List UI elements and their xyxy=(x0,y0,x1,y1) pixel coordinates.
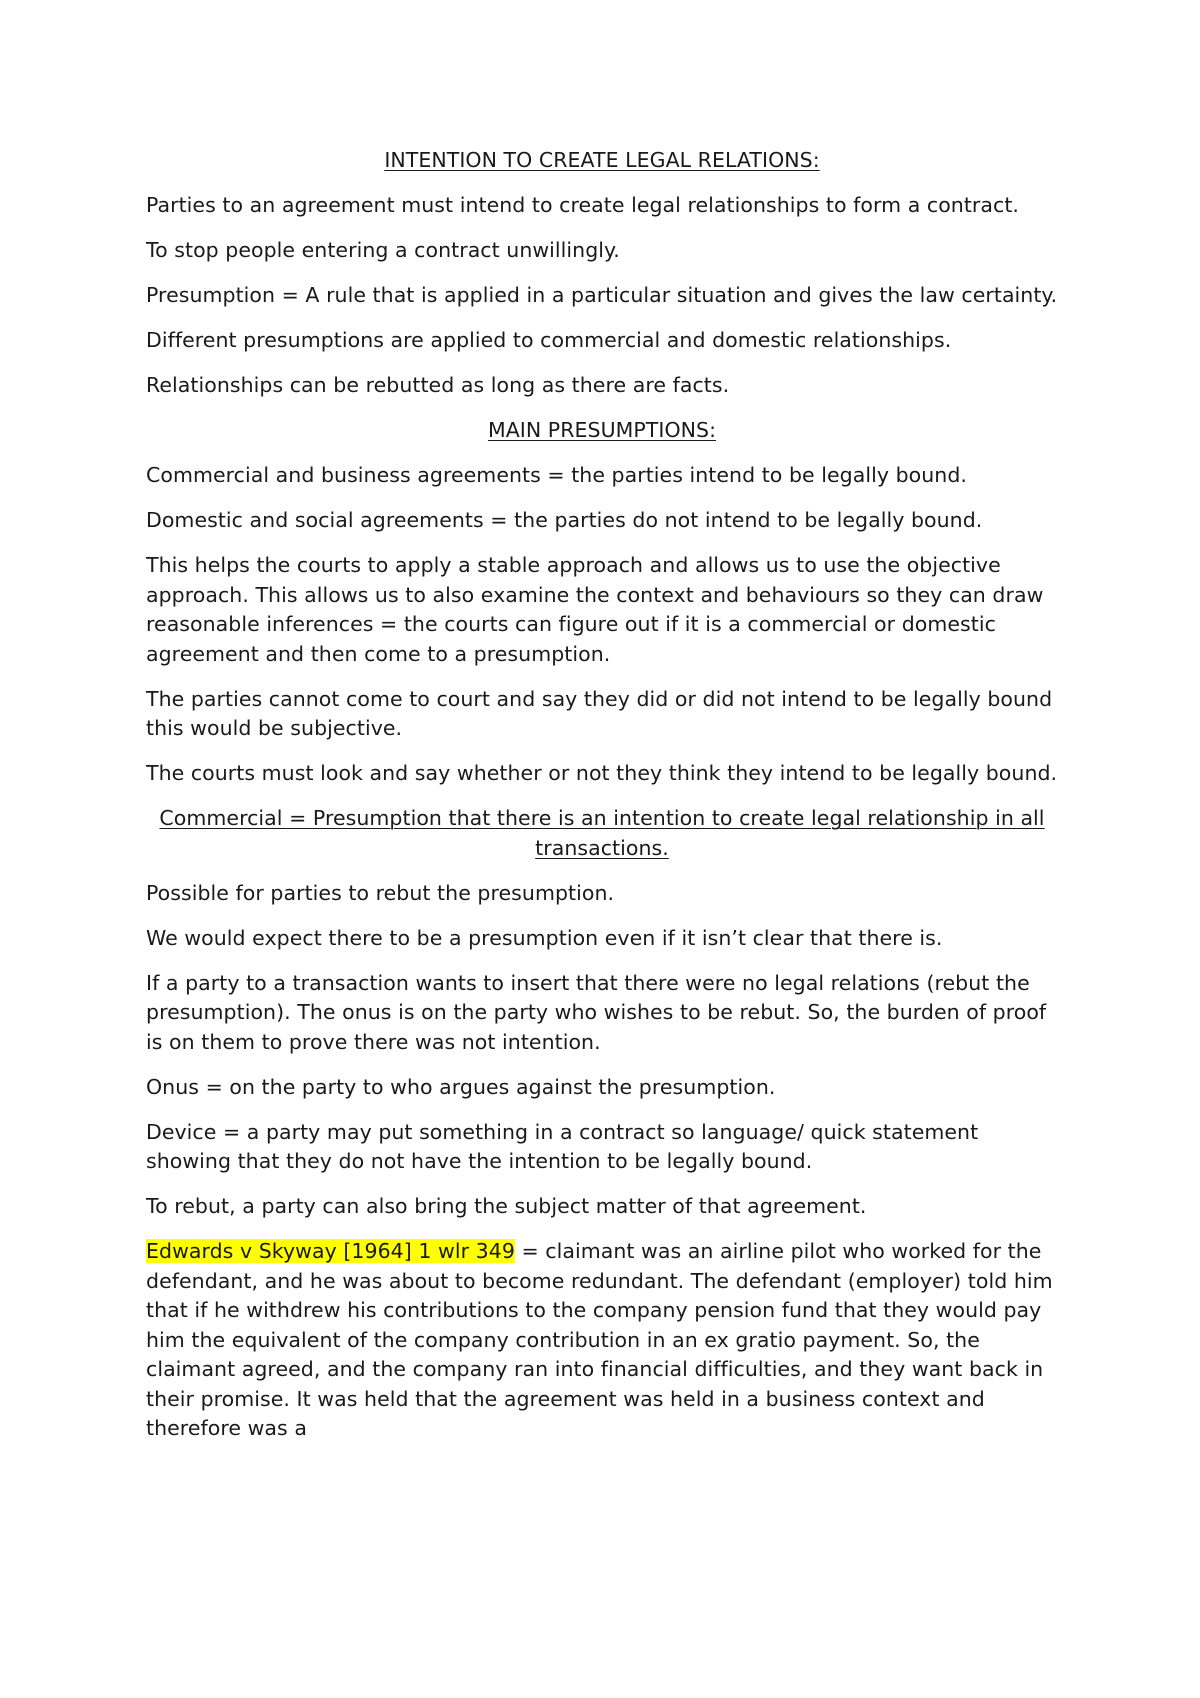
commercial-paragraph-1: Possible for parties to rebut the presumption. xyxy=(146,880,615,905)
intro-paragraph-5: Relationships can be rebutted as long as there are facts. xyxy=(146,373,730,397)
case-description: = claimant was an airline pilot who worked for the defendant, and he was about to become redundant. The defendant (employer) told him that if he withdrew his contributions to the company pension fund that they would pay him the equivalent of the company contribution in an ex gratio payment. So, the claimant agreed, and the company ran into financial difficulties, and they want back in their promise. It was held that the agreement was held in a business context and therefore was a xyxy=(146,1239,1053,1440)
commercial-paragraph-2: We would expect there to be a presumption even if it isn’t clear that there is. xyxy=(146,925,943,950)
case-name-highlight: Edwards v Skyway [1964] 1 wlr 349 xyxy=(146,1239,515,1263)
section-heading-main-presumptions: MAIN PRESUMPTIONS: xyxy=(487,418,717,442)
section-heading-commercial: Commercial = Presumption that there is an intention to create legal relationship in all transactions. xyxy=(159,806,1045,860)
presumption-paragraph-3: This helps the courts to apply a stable approach and allows us to use the objective approach. This allows us to also examine the context and behaviours so they can draw reasonable inferences = the courts can figure out if it is a commercial or domestic agreement and then come to a presumption. xyxy=(146,553,1044,666)
presumption-paragraph-5: The courts must look and say whether or not they think they intend to be legally bound. xyxy=(146,761,1058,785)
intro-paragraph-1: Parties to an agreement must intend to create legal relationships to form a contract. xyxy=(146,193,1019,217)
commercial-paragraph-5: Device = a party may put something in a contract so language/ quick statement showing that they do not have the intention to be legally bound. xyxy=(146,1119,979,1173)
presumption-paragraph-4: The parties cannot come to court and say they did or did not intend to be legally bound this would be subjective. xyxy=(146,686,1053,740)
commercial-paragraph-6: To rebut, a party can also bring the subject matter of that agreement. xyxy=(146,1194,867,1218)
commercial-paragraph-4: Onus = on the party to who argues against the presumption. xyxy=(146,1074,776,1099)
intro-paragraph-2: To stop people entering a contract unwillingly. xyxy=(146,238,620,262)
presumption-paragraph-1: Commercial and business agreements = the parties intend to be legally bound. xyxy=(146,463,967,487)
commercial-paragraph-3: If a party to a transaction wants to insert that there were no legal relations (rebut the presumption). The onus is on the party who wishes to be rebut. So, the burden of proof is on them to prove there was not intention. xyxy=(146,970,1047,1054)
presumption-paragraph-2: Domestic and social agreements = the parties do not intend to be legally bound. xyxy=(146,508,983,532)
case-paragraph xyxy=(146,1237,1058,1444)
page-title: INTENTION TO CREATE LEGAL RELATIONS: xyxy=(384,148,820,172)
intro-paragraph-3: Presumption = A rule that is applied in a particular situation and gives the law certainty. xyxy=(146,283,1058,307)
intro-paragraph-4: Different presumptions are applied to commercial and domestic relationships. xyxy=(146,328,952,352)
